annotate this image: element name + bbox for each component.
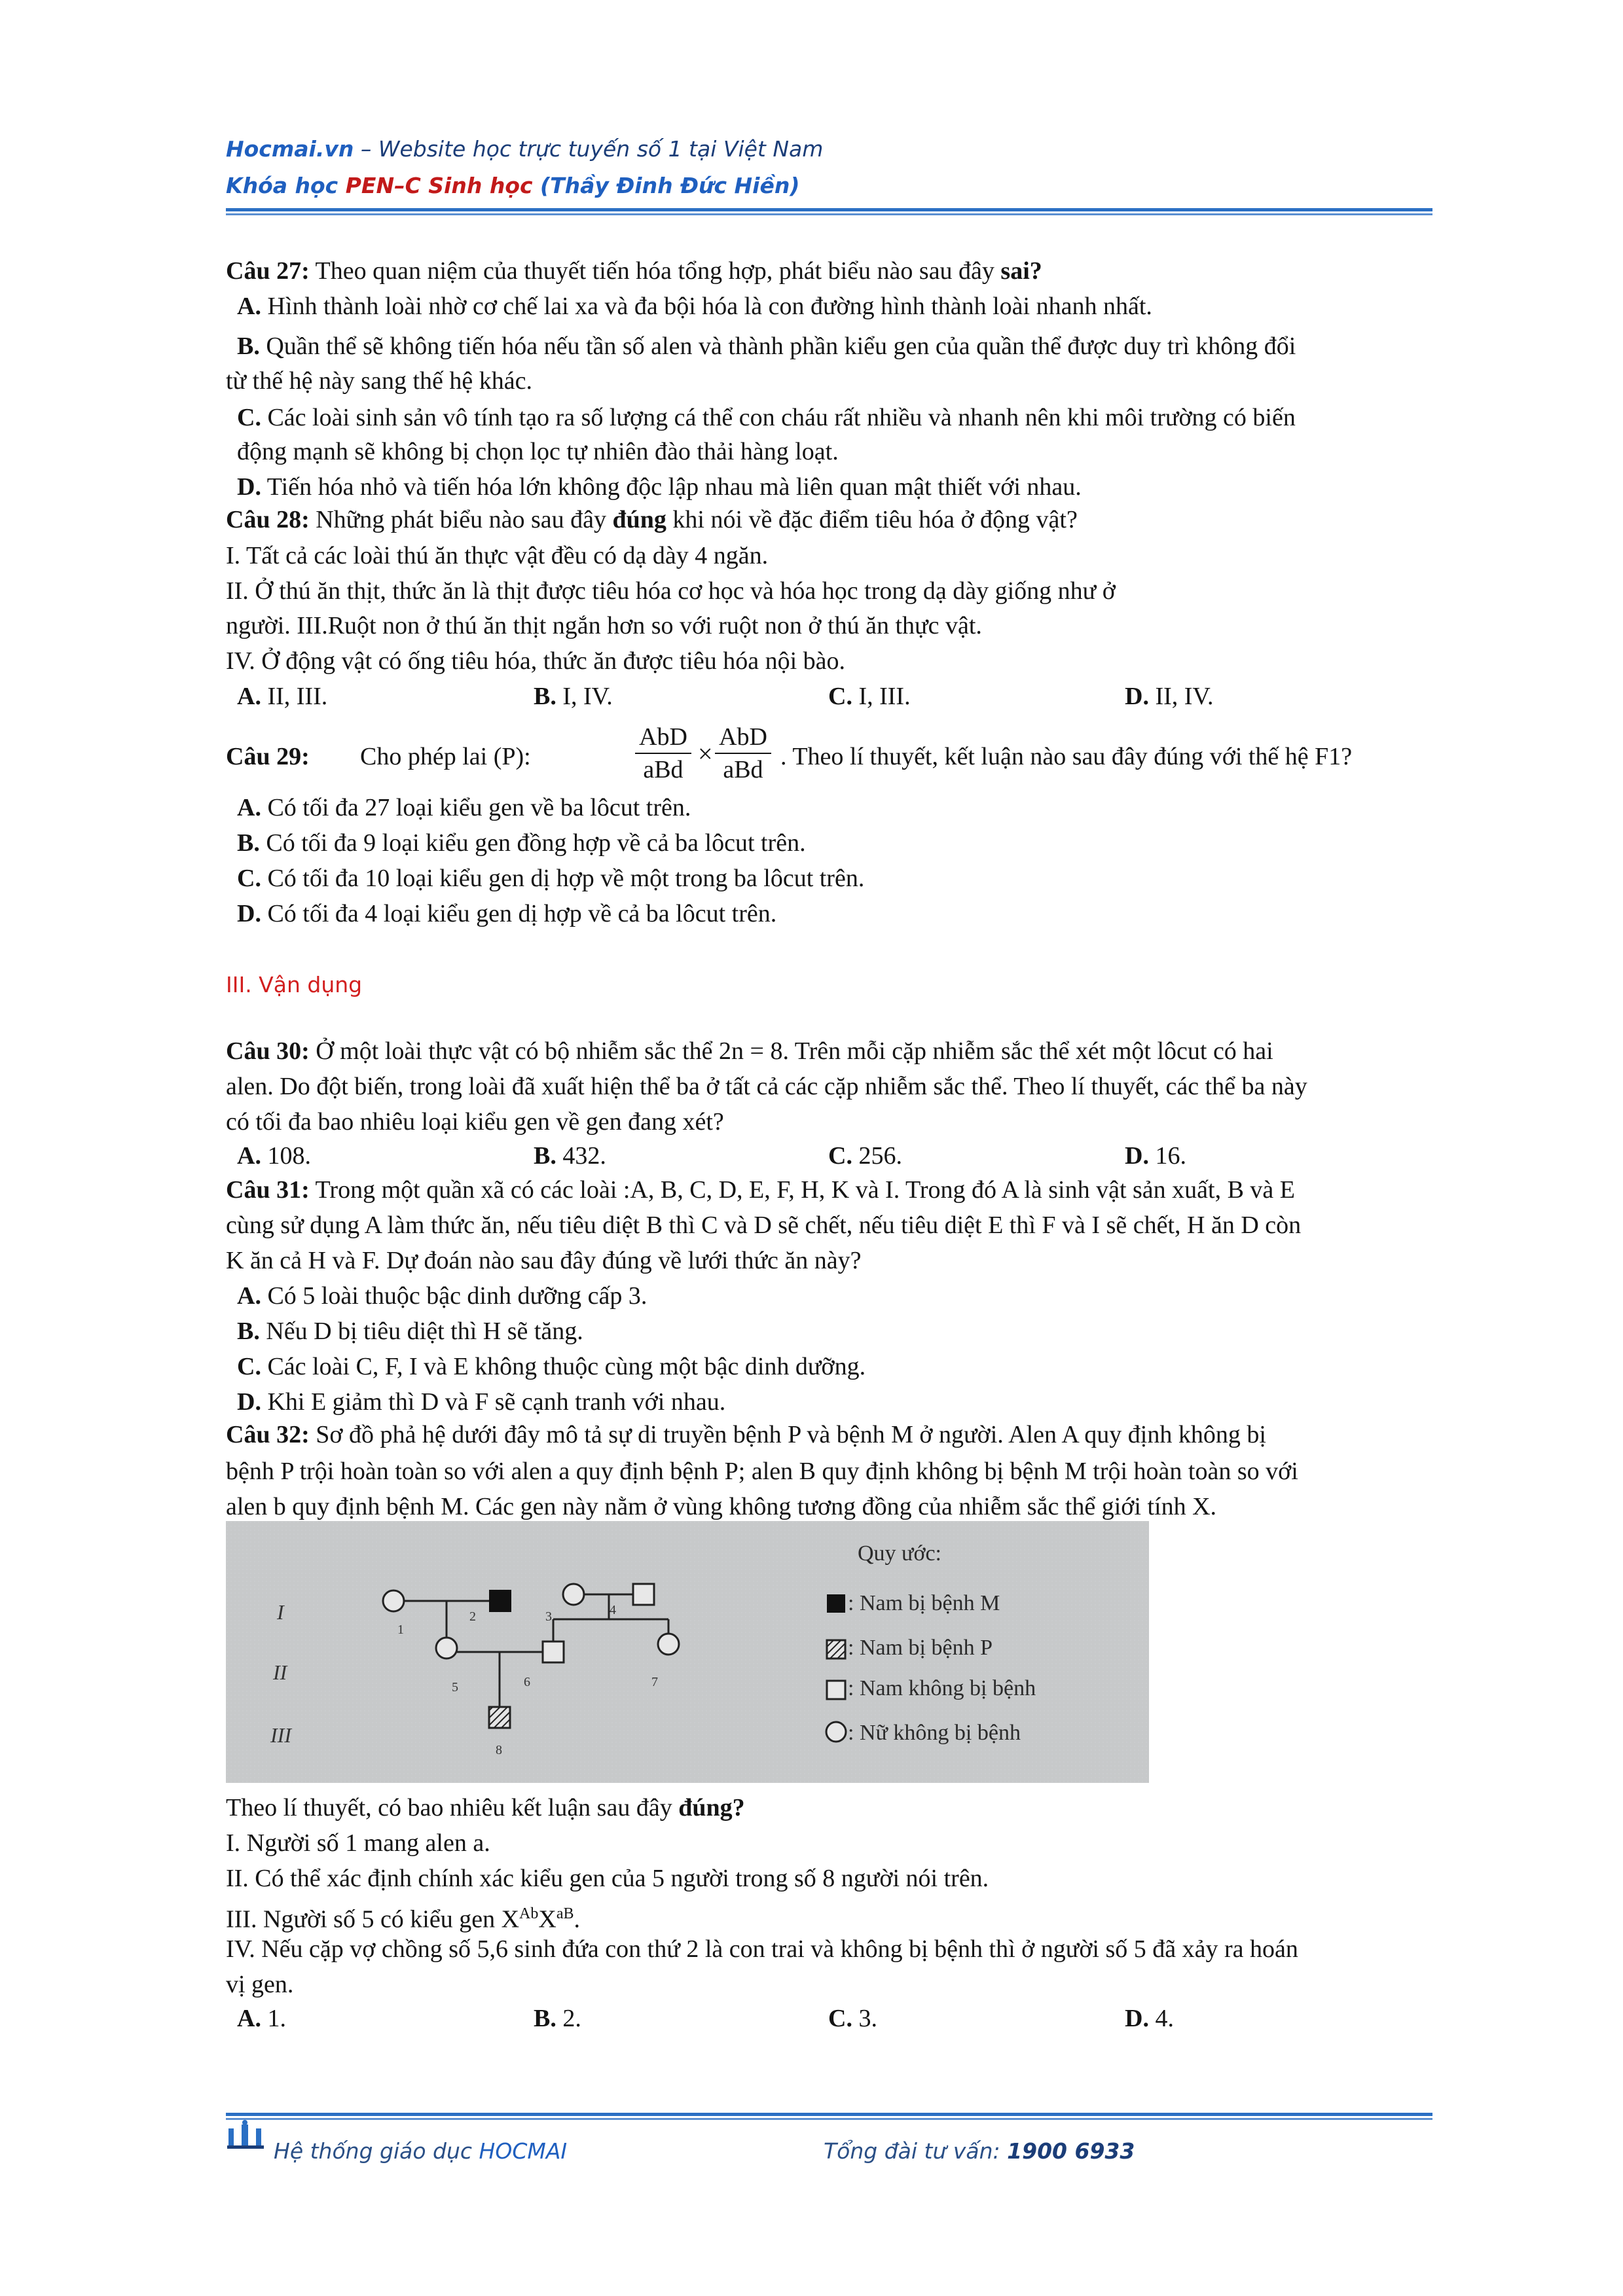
gen-label-iii: III: [270, 1723, 291, 1747]
q29-lead: Cho phép lai (P):: [360, 743, 531, 770]
individual-6: [543, 1641, 564, 1662]
individual-4: [633, 1584, 654, 1605]
q29-option-a[interactable]: A. Có tối đa 27 loại kiểu gen về ba lôcut trên.: [237, 794, 691, 821]
svg-text:6: 6: [524, 1675, 530, 1689]
svg-text:5: 5: [452, 1680, 458, 1695]
page-header: [226, 131, 823, 204]
q31-option-a[interactable]: A. Có 5 loài thuộc bậc dinh dưỡng cấp 3.: [237, 1282, 647, 1310]
legend-unaffected-female: : Nữ không bị bệnh: [848, 1721, 1021, 1745]
q29-label: Câu 29:: [226, 743, 310, 770]
q28-statement-2-cont: người. III.Ruột non ở thú ăn thịt ngắn hơn so với ruột non ở thú ăn thực vật.: [226, 612, 982, 639]
svg-text:1: 1: [397, 1623, 404, 1637]
q28-option-a[interactable]: A. II, III.: [237, 683, 328, 710]
q28-option-c[interactable]: C. I, III.: [828, 683, 911, 710]
hocmai-logo-icon: [226, 2119, 265, 2156]
individual-2: [490, 1590, 511, 1611]
gen-label-i: I: [277, 1600, 284, 1624]
header-rule-thin: [226, 213, 1432, 215]
section-heading: III. Vận dụng: [226, 972, 363, 997]
q27-option-d: D. Tiến hóa nhỏ và tiến hóa lớn không độc lập nhau mà liên quan mật thiết với nhau.: [237, 473, 1082, 501]
gen-label-ii: II: [273, 1660, 287, 1684]
individual-7: [658, 1634, 679, 1655]
q31-stem-3: K ăn cả H và F. Dự đoán nào sau đây đúng về lưới thức ăn này?: [226, 1247, 862, 1274]
q30-option-c[interactable]: C. 256.: [828, 1142, 902, 1170]
q29-genotype-1: AbD aBd: [635, 721, 691, 785]
q32-stem-2: bệnh P trội hoàn toàn so với alen a quy định bệnh P; alen B quy định không bị bệnh M trội hoàn toàn so với: [226, 1458, 1298, 1485]
q32-statement-4-cont: vị gen.: [226, 1971, 294, 1998]
q32-statement-2: II. Có thể xác định chính xác kiểu gen của 5 người trong số 8 người nói trên.: [226, 1865, 989, 1892]
q27-option-c-cont: động mạnh sẽ không bị chọn lọc tự nhiên đào thải hàng loạt.: [237, 438, 839, 465]
svg-text:8: 8: [496, 1743, 502, 1757]
footer-right: Tổng đài tư vấn: 1900 6933: [824, 2138, 1135, 2164]
q30-option-a[interactable]: A. 108.: [237, 1142, 311, 1170]
legend-title: Quy ước:: [858, 1541, 941, 1566]
q31-stem-2: cùng sử dụng A làm thức ăn, nếu tiêu diệt B thì C và D sẽ chết, nếu tiêu diệt E thì F và I sẽ chết, H ăn D còn: [226, 1211, 1302, 1239]
q32-statement-4: IV. Nếu cặp vợ chồng số 5,6 sinh đứa con thứ 2 là con trai và không bị bệnh thì ở người số 5 đã xảy ra hoán: [226, 1935, 1298, 1963]
svg-text:3: 3: [545, 1609, 552, 1624]
svg-text:7: 7: [651, 1675, 658, 1689]
q28-option-d[interactable]: D. II, IV.: [1125, 683, 1214, 710]
q28-statement-1: I. Tất cả các loài thú ăn thực vật đều có dạ dày 4 ngăn.: [226, 542, 769, 569]
q32-stem-1: Câu 32: Sơ đồ phả hệ dưới đây mô tả sự di truyền bệnh P và bệnh M ở người. Alen A quy định không bị: [226, 1421, 1266, 1448]
course-suffix: (Thầy Đinh Đức Hiền): [532, 173, 800, 198]
q30-stem-1: Câu 30: Ở một loài thực vật có bộ nhiễm sắc thể 2n = 8. Trên mỗi cặp nhiễm sắc thể xét một lôcut có hai: [226, 1037, 1273, 1065]
q27-option-c: C. Các loài sinh sản vô tính tạo ra số lượng cá thể con cháu rất nhiều và nhanh nên khi môi trường có biến: [237, 404, 1296, 431]
legend-unaffected-male-symbol: [827, 1681, 845, 1699]
q30-stem-2: alen. Do đột biến, trong loài đã xuất hiện thể ba ở tất cả các cặp nhiễm sắc thể. Theo lí thuyết, các thể ba này: [226, 1073, 1307, 1100]
legend-affected-p-symbol: [827, 1640, 845, 1659]
q29-genotype-2: AbD aBd: [715, 721, 771, 785]
footer-rule-thin: [226, 2118, 1432, 2120]
q28-stem: Câu 28: Những phát biểu nào sau đây đúng khi nói về đặc điểm tiêu hóa ở động vật?: [226, 506, 1078, 533]
q31-option-b[interactable]: B. Nếu D bị tiêu diệt thì H sẽ tăng.: [237, 1318, 583, 1345]
header-line-1: [226, 131, 823, 168]
q28-option-b[interactable]: B. I, IV.: [534, 683, 613, 710]
header-course-line: [226, 168, 823, 204]
q32-ask: Theo lí thuyết, có bao nhiêu kết luận sau đây đúng?: [226, 1794, 745, 1821]
svg-text:2: 2: [469, 1609, 476, 1624]
footer-rule: [226, 2113, 1432, 2116]
header-rule: [226, 208, 1432, 211]
q27-option-b: B. Quần thể sẽ không tiến hóa nếu tần số alen và thành phần kiểu gen của quần thể được duy trì không đổi: [237, 332, 1296, 360]
footer-brand-link[interactable]: HOCMAI: [479, 2138, 568, 2164]
q29-option-d[interactable]: D. Có tối đa 4 loại kiểu gen dị hợp về cả ba lôcut trên.: [237, 900, 777, 927]
q31-option-d[interactable]: D. Khi E giảm thì D và F sẽ cạnh tranh với nhau.: [237, 1388, 726, 1416]
header-brand-link[interactable]: Hocmai.vn: [226, 136, 354, 162]
hotline-number[interactable]: 1900 6933: [1007, 2138, 1135, 2164]
legend-affected-p: : Nam bị bệnh P: [848, 1636, 993, 1660]
q30-option-d[interactable]: D. 16.: [1125, 1142, 1186, 1170]
q32-statement-1: I. Người số 1 mang alen a.: [226, 1829, 490, 1857]
q27-stem: Câu 27: Theo quan niệm của thuyết tiến hóa tổng hợp, phát biểu nào sau đây sai?: [226, 257, 1042, 285]
q27-option-a: A. Hình thành loài nhờ cơ chế lai xa và đa bội hóa là con đường hình thành loài nhanh nhất.: [237, 293, 1152, 320]
q29-tail: . Theo lí thuyết, kết luận nào sau đây đúng với thế hệ F1?: [780, 743, 1353, 770]
course-name: PEN–C Sinh học: [345, 173, 533, 198]
legend-affected-m: : Nam bị bệnh M: [848, 1591, 1000, 1615]
q30-option-b[interactable]: B. 432.: [534, 1142, 606, 1170]
q29-times: ×: [698, 739, 713, 768]
pedigree-figure: [226, 1521, 1149, 1783]
legend-unaffected-male: : Nam không bị bệnh: [848, 1676, 1036, 1700]
individual-1: [383, 1590, 404, 1611]
individual-5: [436, 1638, 457, 1659]
q31-option-c[interactable]: C. Các loài C, F, I và E không thuộc cùng một bậc dinh dưỡng.: [237, 1353, 866, 1380]
legend-affected-m-symbol: [827, 1594, 845, 1613]
header-dash: –: [354, 136, 378, 162]
q30-stem-3: có tối đa bao nhiêu loại kiểu gen về gen đang xét?: [226, 1108, 724, 1136]
q28-statement-2: II. Ở thú ăn thịt, thức ăn là thịt được tiêu hóa cơ học và hóa học trong dạ dày giống như ở: [226, 577, 1116, 605]
q29-option-b[interactable]: B. Có tối đa 9 loại kiểu gen đồng hợp về cả ba lôcut trên.: [237, 829, 806, 857]
course-prefix: Khóa học: [226, 173, 346, 198]
individual-8: [489, 1707, 510, 1728]
q32-option-d[interactable]: D. 4.: [1125, 2005, 1174, 2032]
individual-3: [563, 1584, 584, 1605]
header-tagline: Website học trực tuyến số 1 tại Việt Nam: [378, 136, 824, 162]
q32-option-a[interactable]: A. 1.: [237, 2005, 286, 2032]
q29-option-c[interactable]: C. Có tối đa 10 loại kiểu gen dị hợp về một trong ba lôcut trên.: [237, 865, 865, 892]
svg-text:4: 4: [610, 1603, 616, 1617]
q32-option-b[interactable]: B. 2.: [534, 2005, 581, 2032]
q32-option-c[interactable]: C. 3.: [828, 2005, 877, 2032]
q31-stem-1: Câu 31: Trong một quần xã có các loài :A, B, C, D, E, F, H, K và I. Trong đó A là sinh vật sản xuất, B và E: [226, 1176, 1296, 1204]
q32-statement-3: III. Người số 5 có kiểu gen $X^{Ab}X^{aB}$.: [226, 1905, 581, 1933]
q27-option-b-cont: từ thế hệ này sang thế hệ khác.: [226, 367, 532, 395]
legend-unaffected-female-symbol: [826, 1722, 846, 1742]
q28-statement-4: IV. Ở động vật có ống tiêu hóa, thức ăn được tiêu hóa nội bào.: [226, 647, 845, 675]
footer-left: Hệ thống giáo dục HOCMAI: [274, 2138, 568, 2164]
q32-stem-3: alen b quy định bệnh M. Các gen này nằm ở vùng không tương đồng của nhiễm sắc thể giới tính X.: [226, 1493, 1217, 1520]
